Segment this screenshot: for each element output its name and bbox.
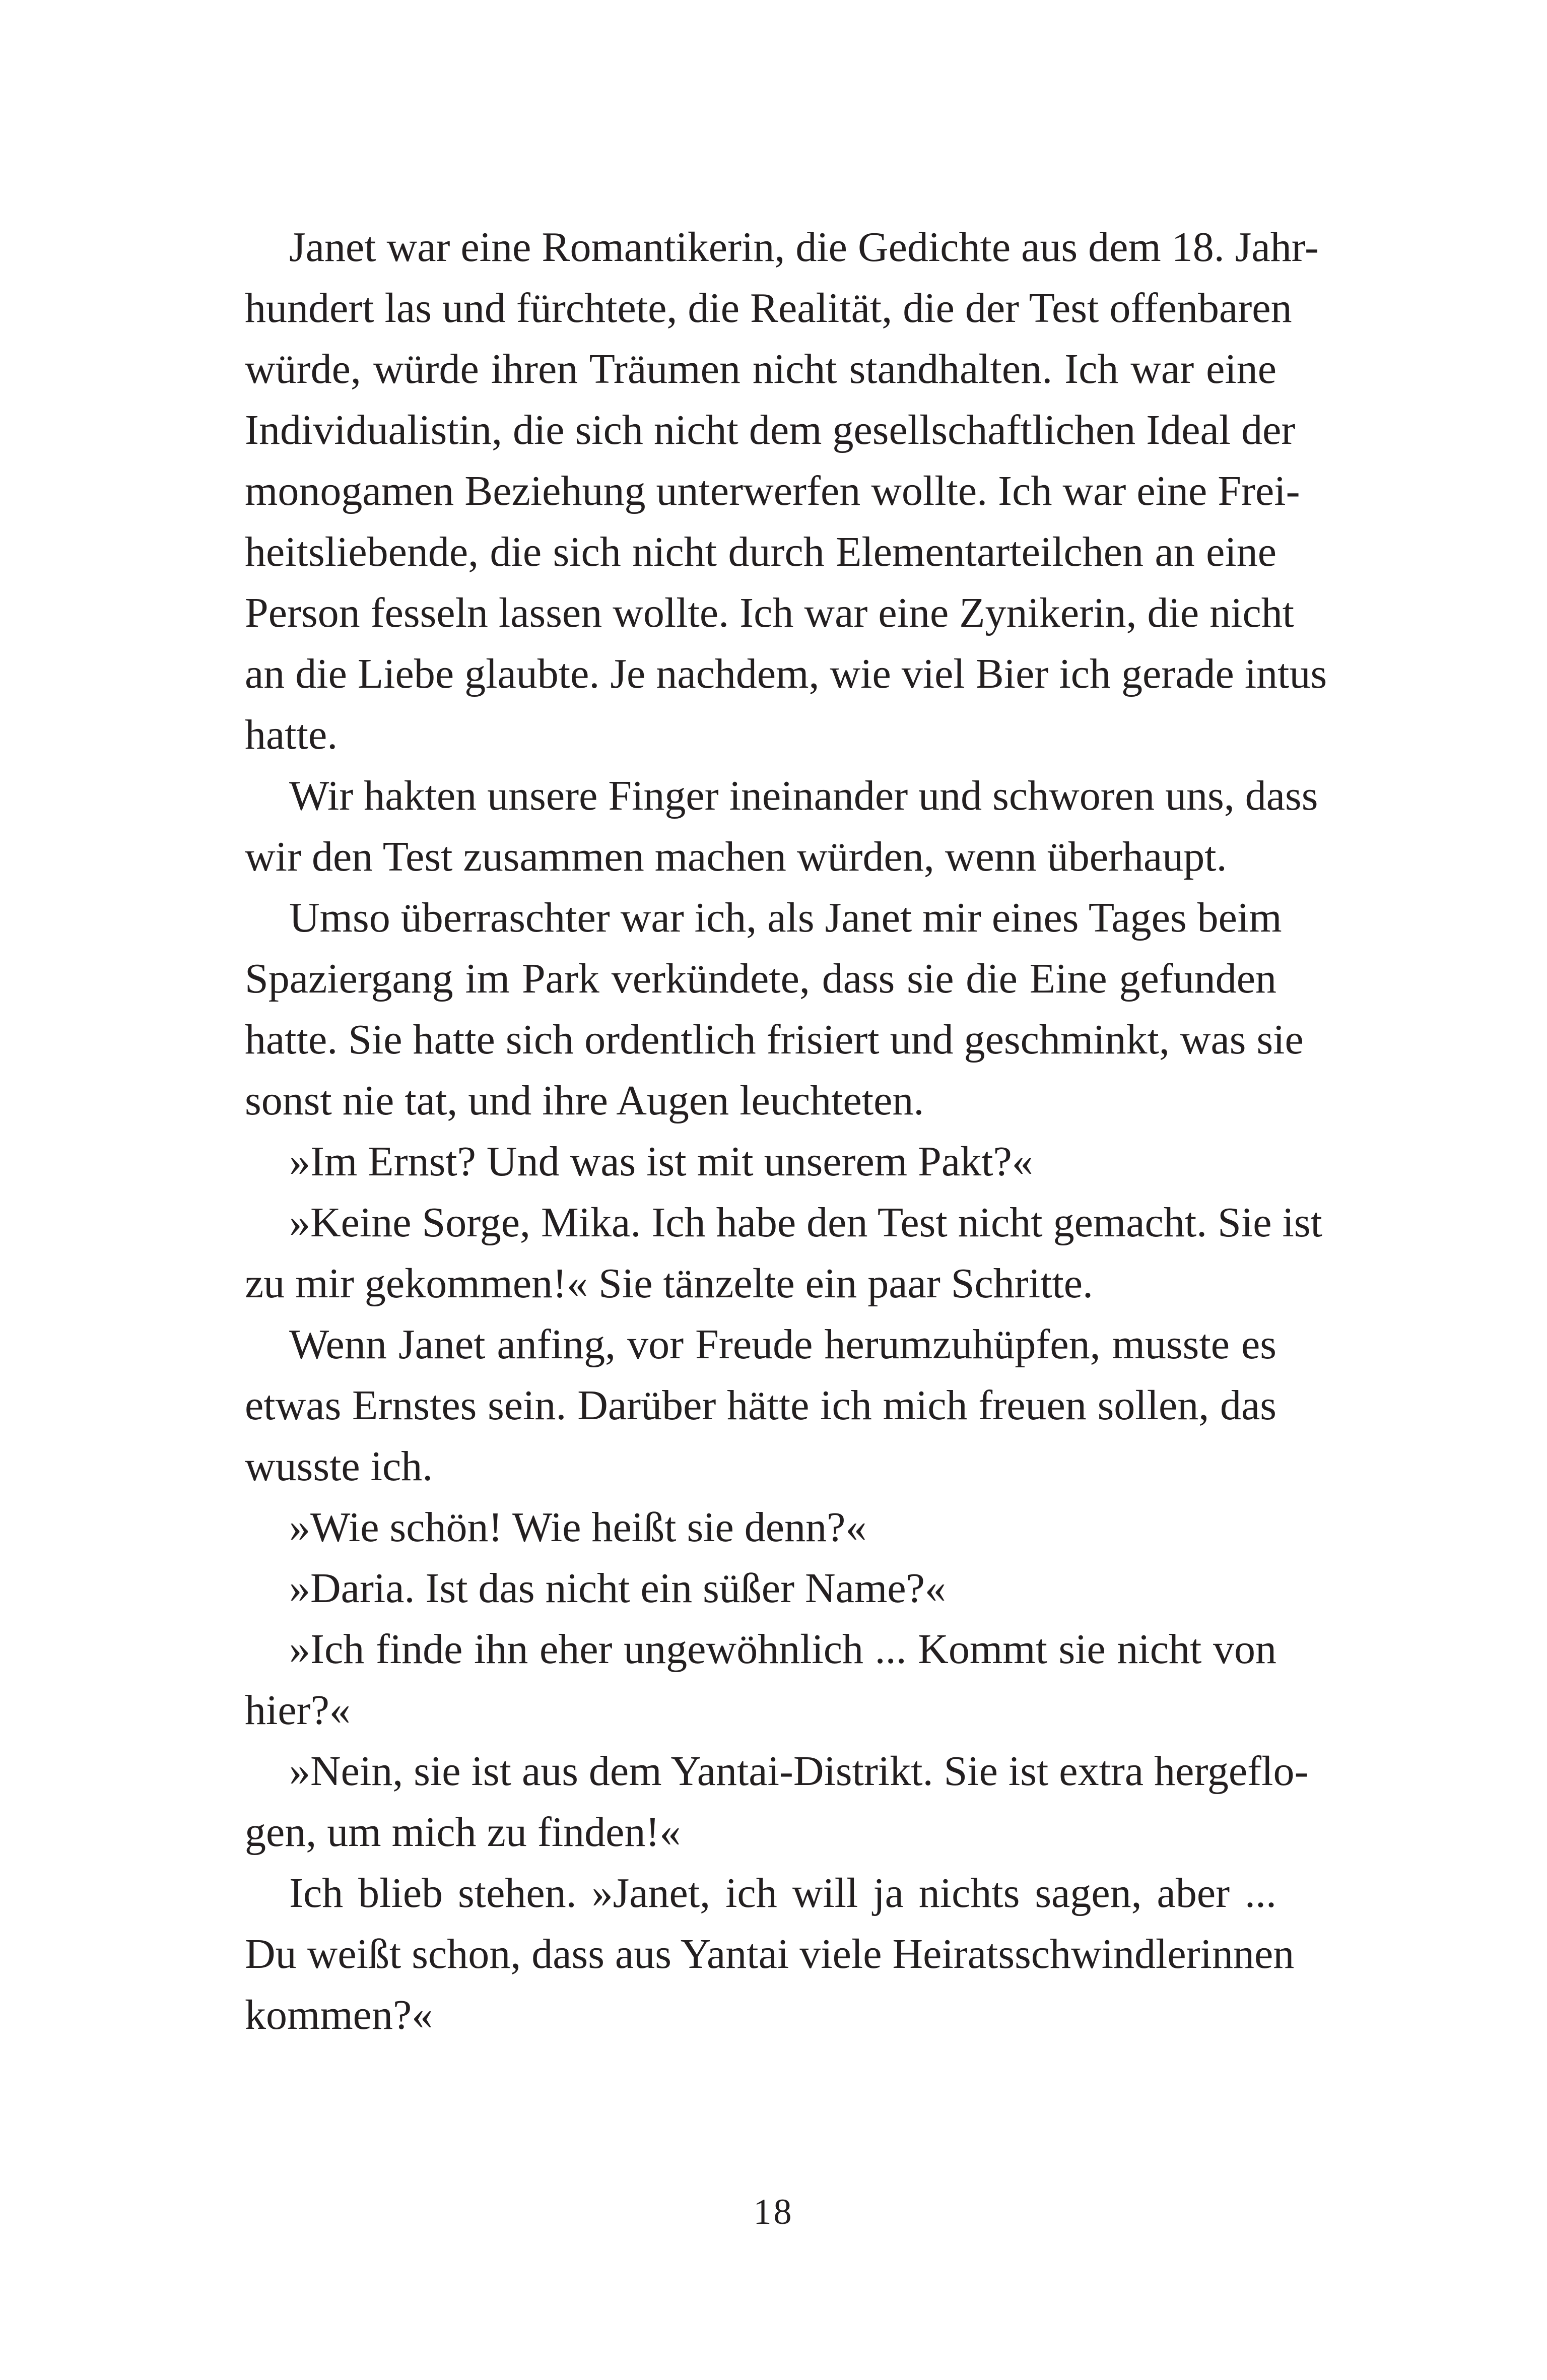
text-line: Individualistin, die sich nicht dem gesellschaftlichen Ideal der [245,407,1296,453]
text-line: sonst nie tat, und ihre Augen leuchteten. [245,1077,924,1124]
text-line: etwas Ernstes sein. Darüber hätte ich mich freuen sollen, das [245,1382,1276,1429]
text-line: zu mir gekommen!« Sie tänzelte ein paar Schritte. [245,1260,1094,1307]
text-line: Wir hakten unsere Finger ineinander und schworen uns, dass [289,772,1318,819]
text-line: »Im Ernst? Und was ist mit unserem Pakt?« [289,1138,1033,1185]
text-line: hundert las und fürchtete, die Realität, die der Test offenbaren [245,285,1292,332]
text-line: gen, um mich zu finden!« [245,1809,681,1856]
text-line: hatte. [245,711,338,758]
text-line: »Nein, sie ist aus dem Yantai-Distrikt. Sie ist extra hergeflo- [289,1748,1309,1795]
text-line: Wenn Janet anfing, vor Freude herumzuhüpfen, musste es [289,1321,1276,1368]
text-line: Janet war eine Romantikerin, die Gedichte aus dem 18. Jahr- [289,224,1319,271]
text-line: Person fesseln lassen wollte. Ich war eine Zynikerin, die nicht [245,589,1295,636]
page-number: 18 [753,2192,794,2232]
body-text [245,217,1327,2045]
text-line: »Keine Sorge, Mika. Ich habe den Test nicht gemacht. Sie ist [289,1199,1322,1246]
text-line: Spaziergang im Park verkündete, dass sie die Eine gefunden [245,955,1276,1002]
text-line: monogamen Beziehung unterwerfen wollte. Ich war eine Frei- [245,468,1300,514]
text-line: Umso überraschter war ich, als Janet mir eines Tages beim [289,894,1282,941]
text-line: wir den Test zusammen machen würden, wenn überhaupt. [245,833,1227,880]
text-line: »Ich finde ihn eher ungewöhnlich ... Kommt sie nicht von [289,1626,1276,1673]
text-line: »Daria. Ist das nicht ein süßer Name?« [289,1565,946,1612]
text-line: würde, würde ihren Träumen nicht standhalten. Ich war eine [245,346,1276,392]
text-line: »Wie schön! Wie heißt sie denn?« [289,1504,867,1551]
text-line: an die Liebe glaubte. Je nachdem, wie viel Bier ich gerade intus [245,650,1327,697]
text-line: wusste ich. [245,1443,433,1490]
text-line: hier?« [245,1687,351,1734]
text-line: heitsliebende, die sich nicht durch Elementarteilchen an eine [245,528,1276,575]
text-line: kommen?« [245,1992,433,2038]
text-line: Ich blieb stehen. »Janet, ich will ja nichts sagen, aber ... [289,1870,1276,1916]
text-line: hatte. Sie hatte sich ordentlich frisiert und geschminkt, was sie [245,1016,1304,1063]
text-line: Du weißt schon, dass aus Yantai viele Heiratsschwindlerinnen [245,1931,1295,1977]
